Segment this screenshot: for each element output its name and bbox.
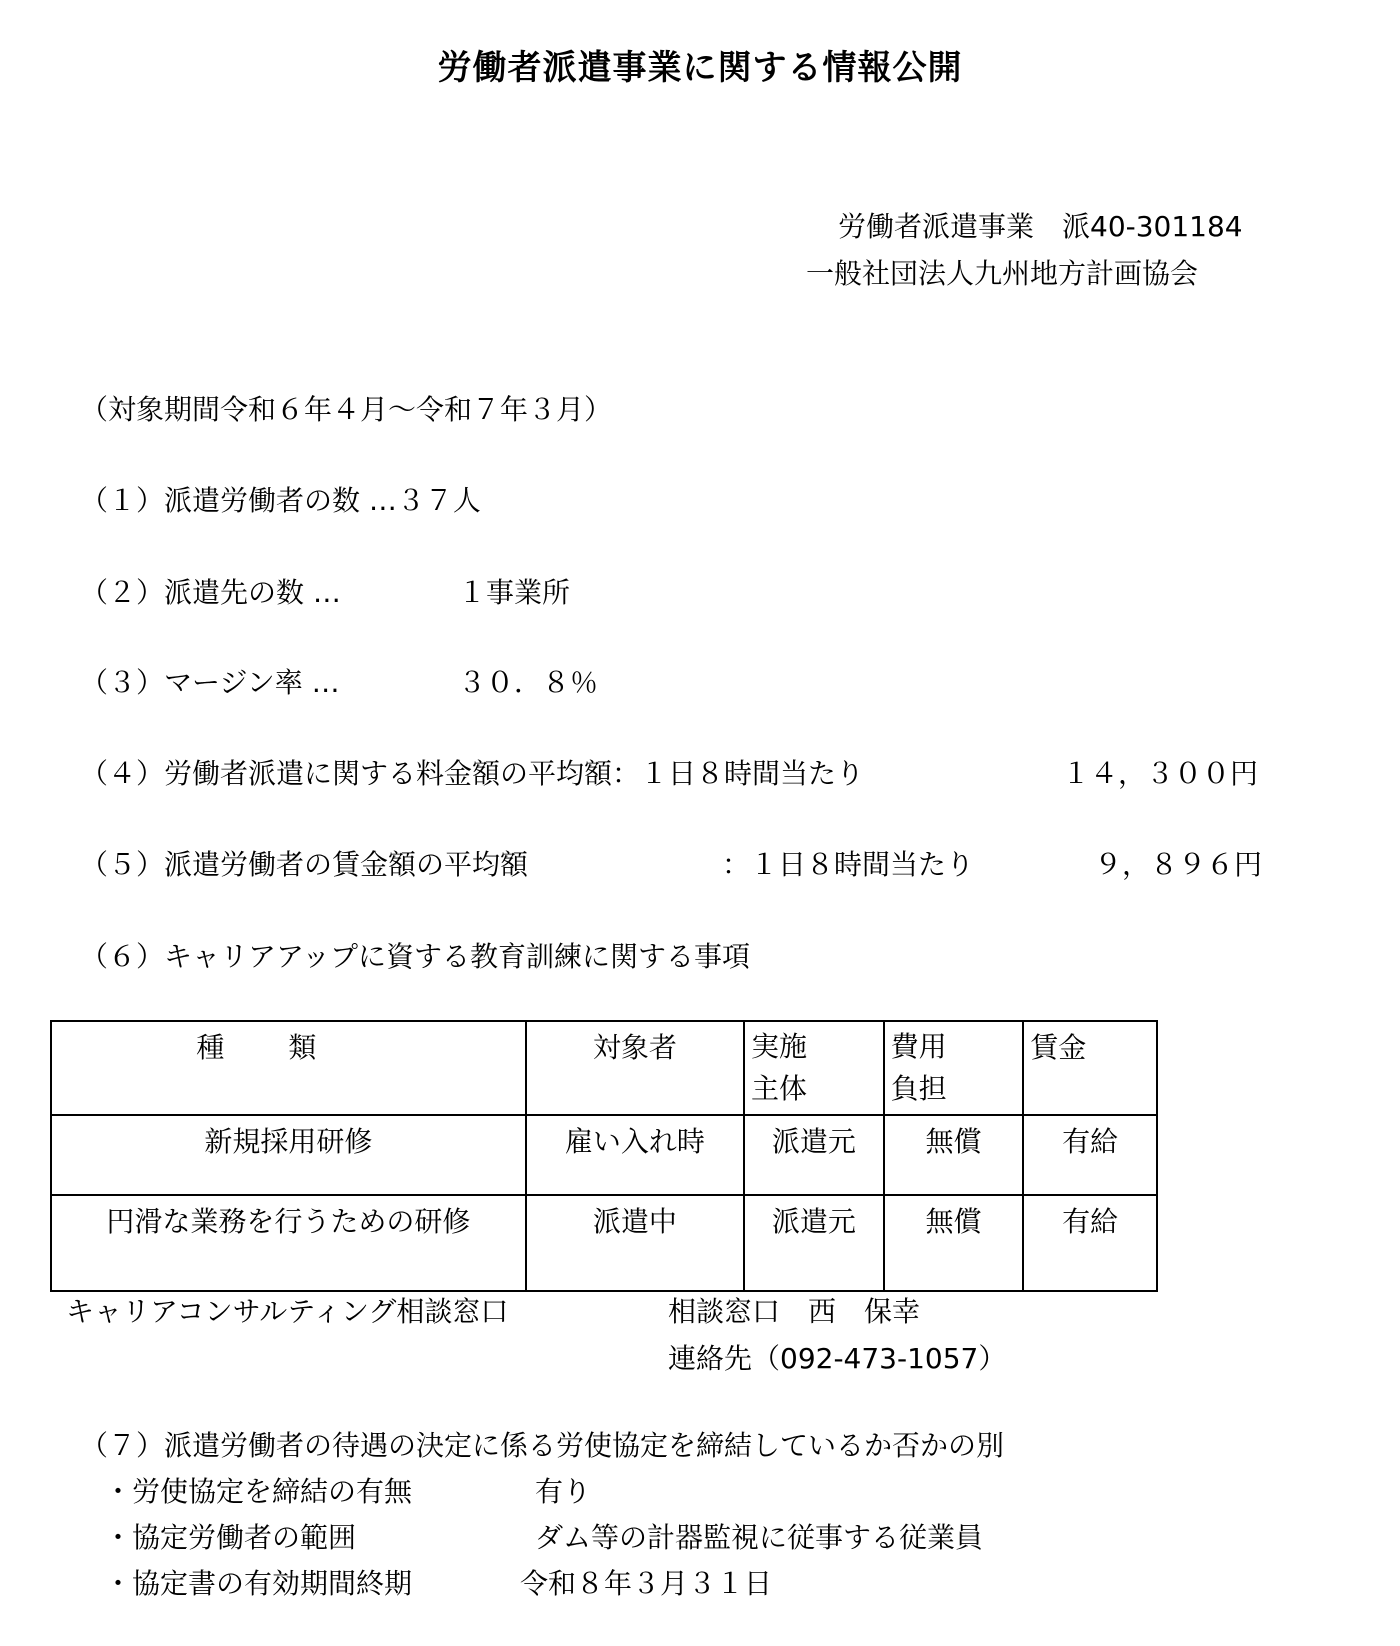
organization-name: 一般社団法人九州地方計画協会 bbox=[806, 257, 1199, 290]
agreement-expiry-value: 令和８年３月３１日 bbox=[520, 1567, 773, 1600]
header-body-line2: 主体 bbox=[751, 1072, 808, 1105]
cell-cost: 無償 bbox=[884, 1115, 1024, 1195]
table-row bbox=[51, 1115, 1157, 1195]
item-3-label: （３）マージン率 … bbox=[80, 666, 340, 699]
cell-body: 派遣元 bbox=[744, 1195, 884, 1291]
consulting-contact-person: 相談窓口 西 保幸 bbox=[668, 1295, 921, 1328]
cell-target: 雇い入れ時 bbox=[526, 1115, 744, 1195]
item-5-mid: ：１日８時間当たり bbox=[722, 848, 975, 881]
header-wage: 賃金 bbox=[1023, 1021, 1157, 1115]
item-4-value: １４，３００円 bbox=[1062, 757, 1259, 790]
agreement-expiry-label: ・協定書の有効期間終期 bbox=[104, 1567, 413, 1600]
table-row bbox=[51, 1195, 1157, 1291]
training-table bbox=[50, 1020, 1158, 1292]
item-3-value: ３０．８％ bbox=[458, 666, 599, 699]
agreement-status-value: 有り bbox=[535, 1475, 592, 1508]
header-cost bbox=[884, 1021, 1024, 1115]
header-type: 種類 bbox=[51, 1021, 526, 1115]
cell-cost: 無償 bbox=[884, 1195, 1024, 1291]
cell-type: 新規採用研修 bbox=[51, 1115, 526, 1195]
consulting-contact-phone: 連絡先（092-473-1057） bbox=[668, 1342, 1007, 1375]
cell-body: 派遣元 bbox=[744, 1115, 884, 1195]
consulting-label: キャリアコンサルティング相談窓口 bbox=[66, 1295, 509, 1328]
agreement-scope-value: ダム等の計器監視に従事する従業員 bbox=[535, 1521, 984, 1554]
cell-type: 円滑な業務を行うための研修 bbox=[51, 1195, 526, 1291]
item-2-label: （２）派遣先の数 … bbox=[80, 576, 341, 609]
page-title: 労働者派遣事業に関する情報公開 bbox=[437, 48, 963, 88]
item-2-value: １事業所 bbox=[458, 576, 571, 609]
cell-target: 派遣中 bbox=[526, 1195, 744, 1291]
item-4-label: （４）労働者派遣に関する料金額の平均額：１日８時間当たり bbox=[80, 757, 865, 790]
agreement-scope-label: ・協定労働者の範囲 bbox=[104, 1521, 357, 1554]
item-5-label: （５）派遣労働者の賃金額の平均額 bbox=[80, 848, 529, 881]
item-1-worker-count: （１）派遣労働者の数 …３７人 bbox=[80, 484, 481, 517]
item-7-heading: （７）派遣労働者の待遇の決定に係る労使協定を締結しているか否かの別 bbox=[80, 1429, 1005, 1462]
agreement-status-label: ・労使協定を締結の有無 bbox=[104, 1475, 413, 1508]
cell-wage: 有給 bbox=[1023, 1195, 1157, 1291]
cell-wage: 有給 bbox=[1023, 1115, 1157, 1195]
header-cost-line1: 費用 bbox=[890, 1030, 947, 1063]
item-5-value: ９，８９６円 bbox=[1094, 848, 1263, 881]
license-line: 労働者派遣事業 派40-301184 bbox=[838, 210, 1243, 243]
table-header-row bbox=[51, 1021, 1157, 1115]
header-body-line1: 実施 bbox=[751, 1030, 808, 1063]
item-6-heading: （６）キャリアアップに資する教育訓練に関する事項 bbox=[80, 940, 751, 973]
header-body bbox=[744, 1021, 884, 1115]
target-period: （対象期間令和６年４月～令和７年３月） bbox=[80, 393, 613, 426]
header-cost-line2: 負担 bbox=[890, 1072, 947, 1105]
header-target: 対象者 bbox=[526, 1021, 744, 1115]
